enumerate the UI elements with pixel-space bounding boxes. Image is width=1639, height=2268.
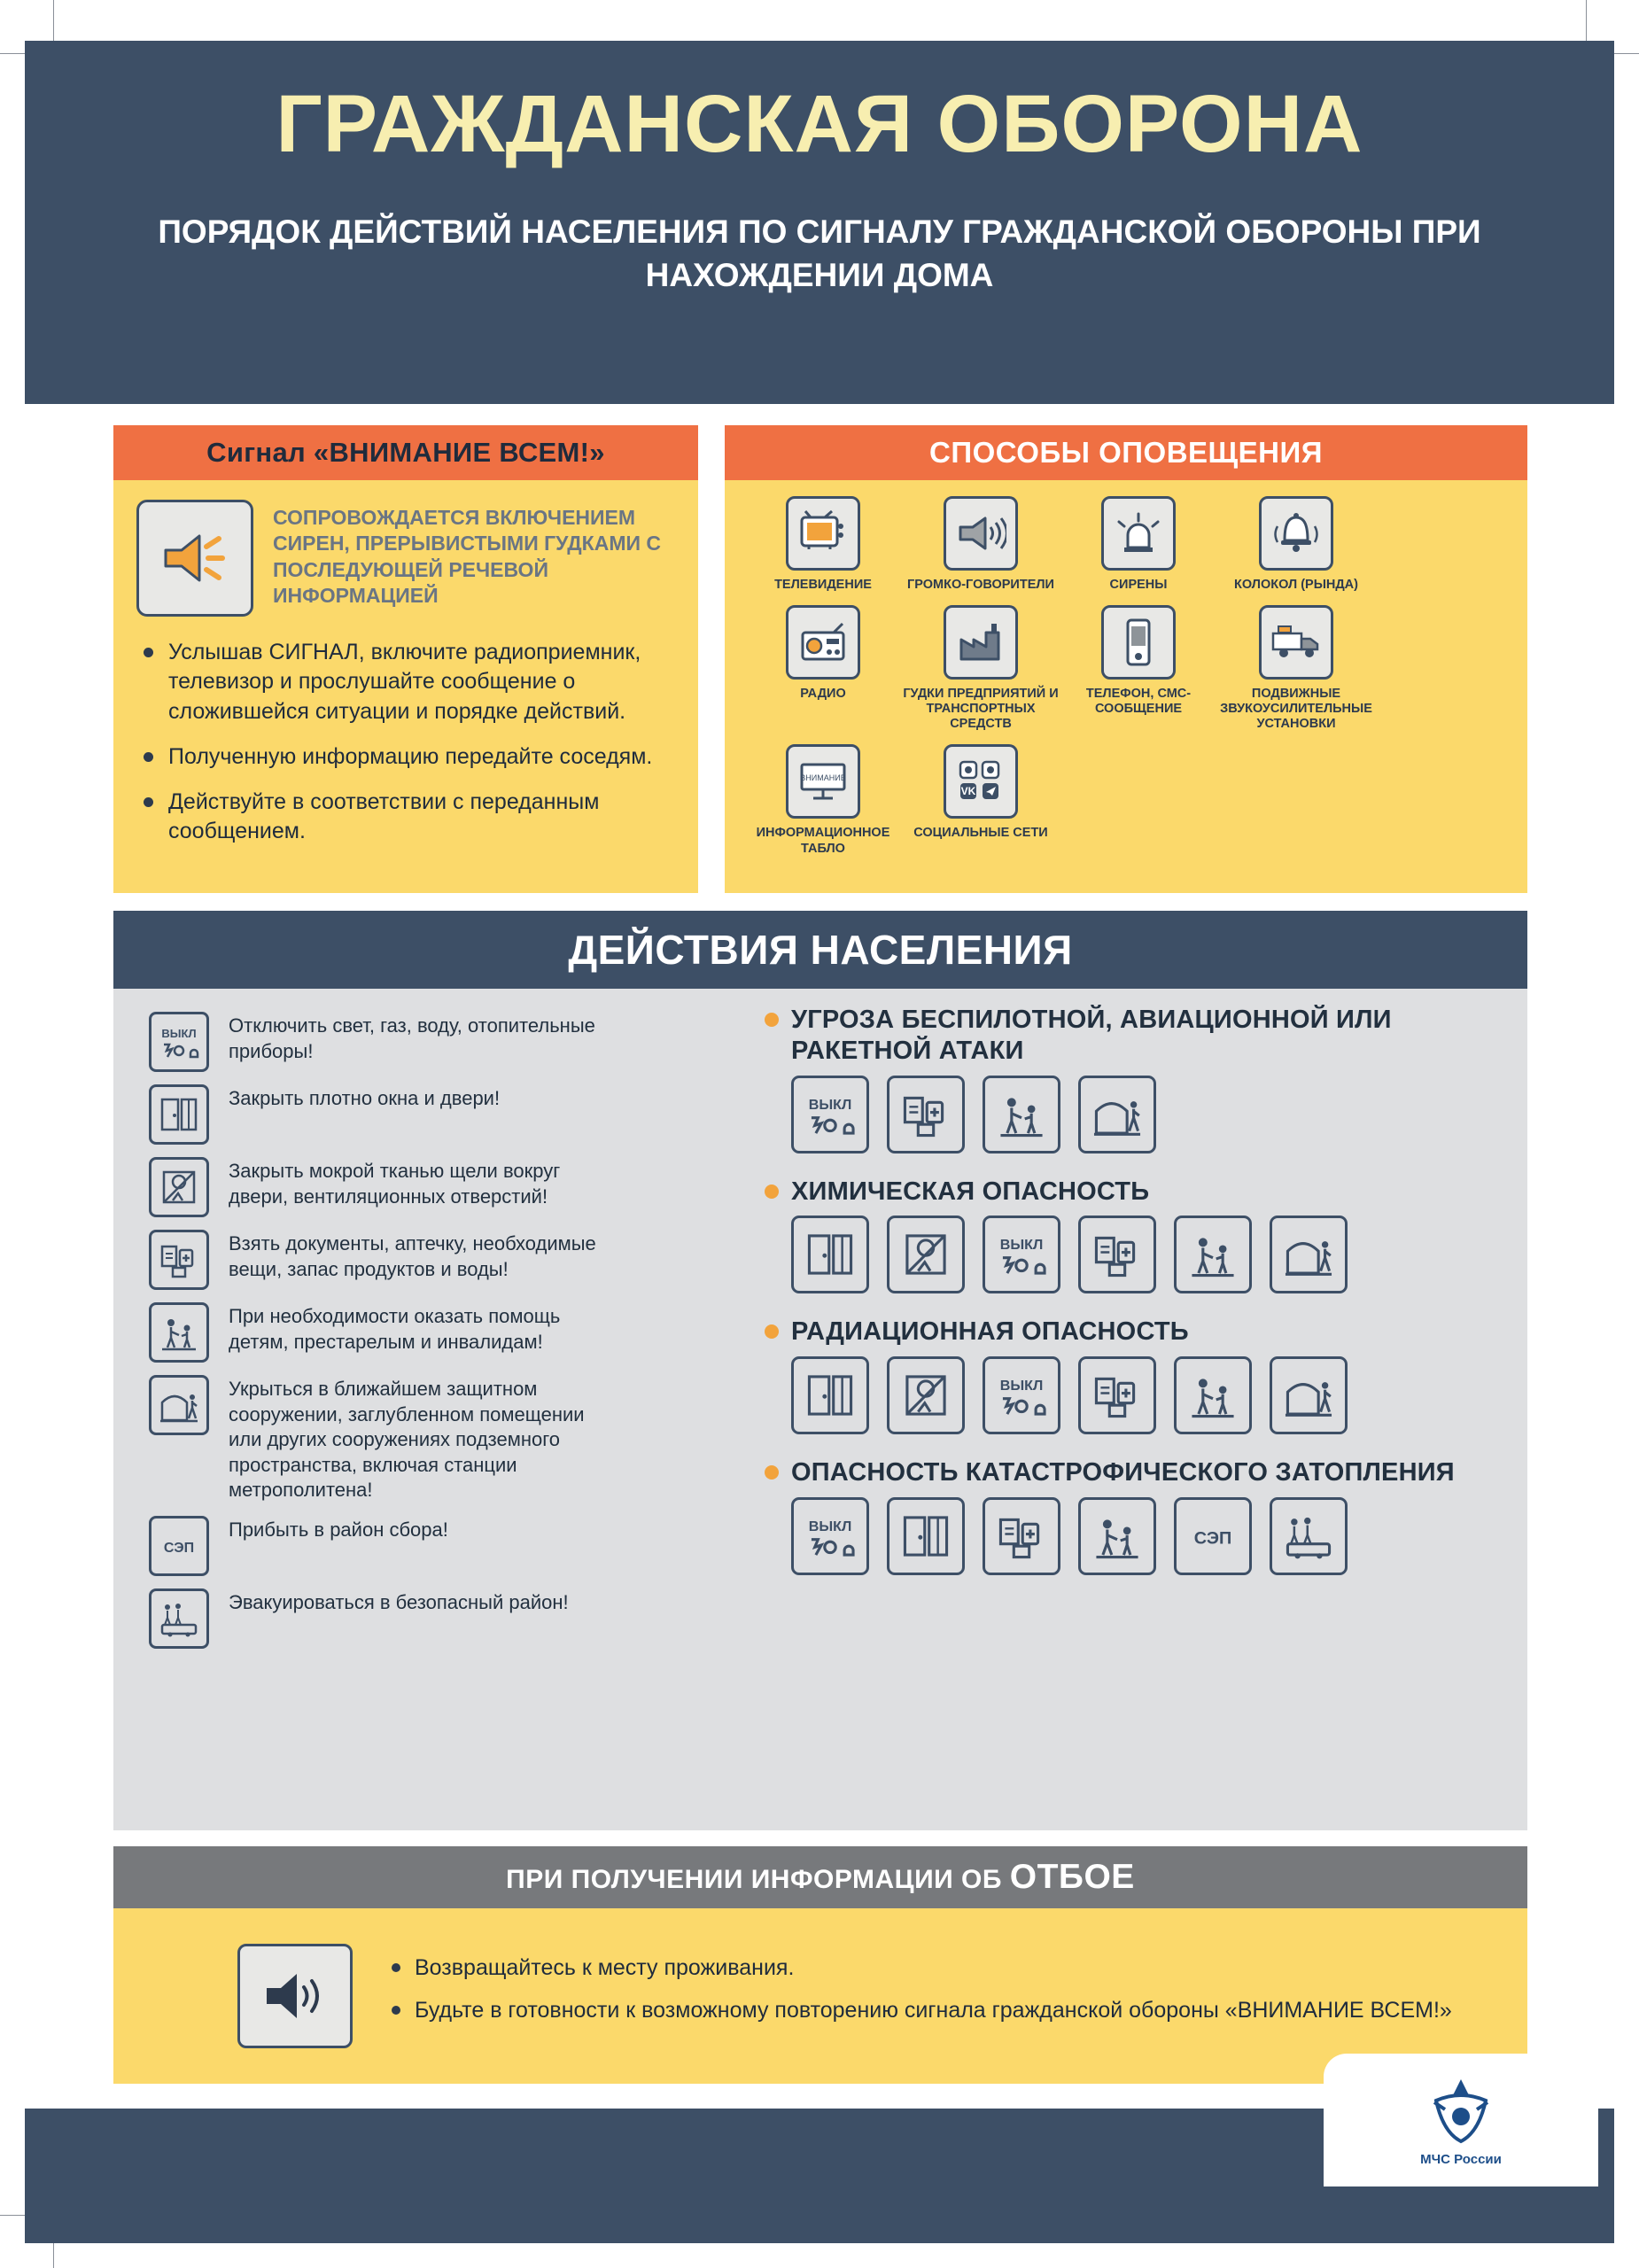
- bullet-dot-icon: [765, 1465, 779, 1480]
- list-item: [149, 1012, 618, 1072]
- section-drone-air-missile-threat: [765, 1005, 1500, 1153]
- notify-item-label: ПОДВИЖНЫЕ ЗВУКОУСИЛИТЕЛЬНЫЕ УСТАНОВКИ: [1220, 687, 1372, 732]
- notify-item-phone-sms: [1060, 605, 1217, 732]
- svg-text:СЭП: СЭП: [1193, 1528, 1232, 1549]
- signal-list: [144, 638, 672, 847]
- list-item-text: Закрыть плотно окна и двери!: [229, 1087, 501, 1109]
- power-off-icon: [791, 1497, 869, 1575]
- help-people-icon: [1174, 1356, 1252, 1434]
- svg-text:VK: VK: [960, 785, 976, 798]
- list-item: Услышав СИГНАЛ, включите радиоприемник, телевизор и прослушайте сообщение о сложившейся ситуации и порядке действий.: [144, 638, 672, 726]
- documents-first-aid-icon: [1078, 1216, 1156, 1293]
- power-off-icon: [149, 1012, 209, 1072]
- notify-item-label: ТЕЛЕФОН, СМС-СООБЩЕНИЕ: [1085, 687, 1192, 717]
- signal-panel: [113, 425, 698, 893]
- notify-item-mobile-loudspeakers: [1217, 605, 1375, 732]
- section-title: ХИМИЧЕСКАЯ ОПАСНОСТЬ: [791, 1177, 1150, 1206]
- section-title: РАДИАЦИОННАЯ ОПАСНОСТЬ: [791, 1317, 1189, 1347]
- notify-item-tv: [744, 496, 902, 593]
- list-item-text: Отключить свет, газ, воду, отопительные приборы!: [229, 1014, 595, 1062]
- power-off-icon: [983, 1216, 1060, 1293]
- seal-cracks-icon: [887, 1356, 965, 1434]
- close-windows-doors-icon: [791, 1356, 869, 1434]
- list-item-text: Взять документы, аптечку, необходимые вещи, запас продуктов и воды!: [229, 1232, 596, 1280]
- loudspeaker-van-icon: [1259, 605, 1333, 680]
- actions-title: ДЕЙСТВИЯ НАСЕЛЕНИЯ: [568, 927, 1073, 973]
- radio-icon: [786, 605, 860, 680]
- factory-icon: [944, 605, 1018, 680]
- section-title: УГРОЗА БЕСПИЛОТНОЙ, АВИАЦИОННОЙ ИЛИ РАКЕТНОЙ АТАКИ: [791, 1006, 1392, 1065]
- notify-item-label: РАДИО: [800, 687, 846, 702]
- list-item: [149, 1302, 618, 1363]
- list-item: [149, 1588, 618, 1649]
- close-windows-doors-icon: [887, 1497, 965, 1575]
- power-off-icon: [983, 1356, 1060, 1434]
- shelter-icon: [1270, 1216, 1348, 1293]
- signal-panel-title: Сигнал «ВНИМАНИЕ ВСЕМ!»: [206, 437, 605, 468]
- poster-header: [25, 41, 1614, 404]
- notify-item-social-networks: [902, 744, 1060, 856]
- seal-cracks-icon: [887, 1216, 965, 1293]
- svg-text:ВЫКЛ: ВЫКЛ: [808, 1096, 852, 1113]
- help-people-icon: [1174, 1216, 1252, 1293]
- documents-first-aid-icon: [887, 1076, 965, 1153]
- allclear-header: [113, 1846, 1527, 1908]
- siren-icon: [1101, 496, 1176, 571]
- signal-panel-header: [113, 425, 698, 480]
- emercom-logo: [1324, 2054, 1598, 2186]
- notify-item-label: СИРЕНЫ: [1109, 578, 1168, 592]
- signal-note: СОПРОВОЖДАЕТСЯ ВКЛЮЧЕНИЕМ СИРЕН, ПРЕРЫВИСТЫМИ ГУДКАМИ С ПОСЛЕДУЮЩЕЙ РЕЧЕВОЙ ИНФОРМАЦИЕЙ: [273, 506, 662, 608]
- notify-item-label: КОЛОКОЛ (РЫНДА): [1234, 578, 1358, 592]
- notify-item-label: ТЕЛЕВИДЕНИЕ: [774, 578, 872, 592]
- mobile-phone-icon: [1101, 605, 1176, 680]
- documents-first-aid-icon: [149, 1230, 209, 1290]
- seal-cracks-icon: [149, 1157, 209, 1217]
- list-item-text: Прибыть в район сбора!: [229, 1518, 448, 1541]
- list-item-text: Эвакуироваться в безопасный район!: [229, 1590, 569, 1613]
- notify-item-bell: [1217, 496, 1375, 593]
- section-title: ОПАСНОСТЬ КАТАСТРОФИЧЕСКОГО ЗАТОПЛЕНИЯ: [791, 1458, 1455, 1487]
- page-title: ГРАЖДАНСКАЯ ОБОРОНА: [276, 79, 1363, 169]
- close-windows-doors-icon: [149, 1084, 209, 1145]
- list-item-text: Укрыться в ближайшем защитном сооружении, заглубленном помещении или других сооружениях подземного пространства, включая станции метрополитена!: [229, 1378, 585, 1502]
- page-subtitle: ПОРЯДОК ДЕЙСТВИЙ НАСЕЛЕНИЯ ПО СИГНАЛУ ГРАЖДАНСКОЙ ОБОРОНЫ ПРИ НАХОЖДЕНИИ ДОМА: [158, 214, 1481, 293]
- tv-icon: [786, 496, 860, 571]
- svg-text:ВЫКЛ: ВЫКЛ: [808, 1518, 852, 1534]
- help-people-icon: [1078, 1497, 1156, 1575]
- help-people-icon: [149, 1302, 209, 1363]
- shelter-icon: [1270, 1356, 1348, 1434]
- section-catastrophic-flooding: [765, 1457, 1500, 1575]
- section-radiation-hazard: [765, 1317, 1500, 1434]
- notification-methods-header: [725, 425, 1527, 480]
- actions-panel: [113, 989, 1527, 1830]
- allclear-panel: [113, 1908, 1527, 2084]
- notification-methods-title: СПОСОБЫ ОПОВЕЩЕНИЯ: [929, 436, 1323, 469]
- list-item: [149, 1516, 618, 1576]
- notify-item-sirens: [1060, 496, 1217, 593]
- sep-point-icon: [1174, 1497, 1252, 1575]
- actions-left-list: [149, 1012, 618, 1661]
- emercom-label: МЧС России: [1420, 2151, 1502, 2167]
- bullet-dot-icon: [765, 1184, 779, 1199]
- emercom-emblem-icon: [1418, 2074, 1503, 2148]
- list-item-text: При необходимости оказать помощь детям, престарелым и инвалидам!: [229, 1305, 561, 1353]
- notify-item-loudspeakers: [902, 496, 1060, 593]
- notify-item-label: ИНФОРМАЦИОННОЕ ТАБЛО: [756, 826, 890, 856]
- svg-text:ВНИМАНИЕ: ВНИМАНИЕ: [800, 773, 846, 783]
- allclear-list: [392, 1953, 1452, 2026]
- notify-item-label: СОЦИАЛЬНЫЕ СЕТИ: [913, 826, 1048, 841]
- list-item: [149, 1230, 618, 1290]
- list-item: [149, 1375, 618, 1503]
- shelter-icon: [1078, 1076, 1156, 1153]
- svg-text:ВЫКЛ: ВЫКЛ: [999, 1377, 1044, 1394]
- sep-point-icon: [149, 1516, 209, 1576]
- documents-first-aid-icon: [1078, 1356, 1156, 1434]
- allclear-title: [506, 1858, 1135, 1897]
- evacuation-bus-icon: [149, 1588, 209, 1649]
- help-people-icon: [983, 1076, 1060, 1153]
- list-item: Будьте в готовности к возможному повторению сигнала гражданской обороны «ВНИМАНИЕ ВСЕМ!»: [392, 1996, 1452, 2026]
- bullet-dot-icon: [765, 1013, 779, 1027]
- loudspeaker-icon: [136, 500, 253, 617]
- list-item: [149, 1084, 618, 1145]
- bell-icon: [1259, 496, 1333, 571]
- power-off-icon: [791, 1076, 869, 1153]
- bullet-dot-icon: [765, 1324, 779, 1339]
- section-chemical-hazard: [765, 1177, 1500, 1294]
- social-networks-icon: [944, 744, 1018, 819]
- list-item: Действуйте в соответствии с переданным сообщением.: [144, 788, 672, 847]
- notify-item-factory-horns: [902, 605, 1060, 732]
- notify-item-info-board: [744, 744, 902, 856]
- loudspeaker-icon: [944, 496, 1018, 571]
- svg-text:ВЫКЛ: ВЫКЛ: [161, 1027, 197, 1040]
- list-item: [149, 1157, 618, 1217]
- documents-first-aid-icon: [983, 1497, 1060, 1575]
- notify-item-radio: [744, 605, 902, 732]
- notify-item-label: ГРОМКО-ГОВОРИТЕЛИ: [907, 578, 1054, 592]
- evacuation-bus-icon: [1270, 1497, 1348, 1575]
- shelter-icon: [149, 1375, 209, 1435]
- list-item: Полученную информацию передайте соседям.: [144, 742, 672, 772]
- list-item-text: Закрыть мокрой тканью щели вокруг двери, вентиляционных отверстий!: [229, 1160, 561, 1208]
- svg-text:СЭП: СЭП: [163, 1540, 195, 1556]
- allclear-title-normal: ПРИ ПОЛУЧЕНИИ ИНФОРМАЦИИ ОБ: [506, 1865, 1010, 1894]
- notification-methods-panel: [725, 425, 1527, 893]
- close-windows-doors-icon: [791, 1216, 869, 1293]
- actions-header: [113, 911, 1527, 989]
- notify-item-label: ГУДКИ ПРЕДПРИЯТИЙ И ТРАНСПОРТНЫХ СРЕДСТВ: [903, 687, 1059, 732]
- speaker-icon: [237, 1944, 353, 2048]
- actions-sections: [765, 1005, 1500, 1598]
- list-item: Возвращайтесь к месту проживания.: [392, 1953, 1452, 1984]
- svg-text:ВЫКЛ: ВЫКЛ: [999, 1237, 1044, 1254]
- info-board-icon: [786, 744, 860, 819]
- allclear-title-bold: ОТБОЕ: [1009, 1858, 1135, 1896]
